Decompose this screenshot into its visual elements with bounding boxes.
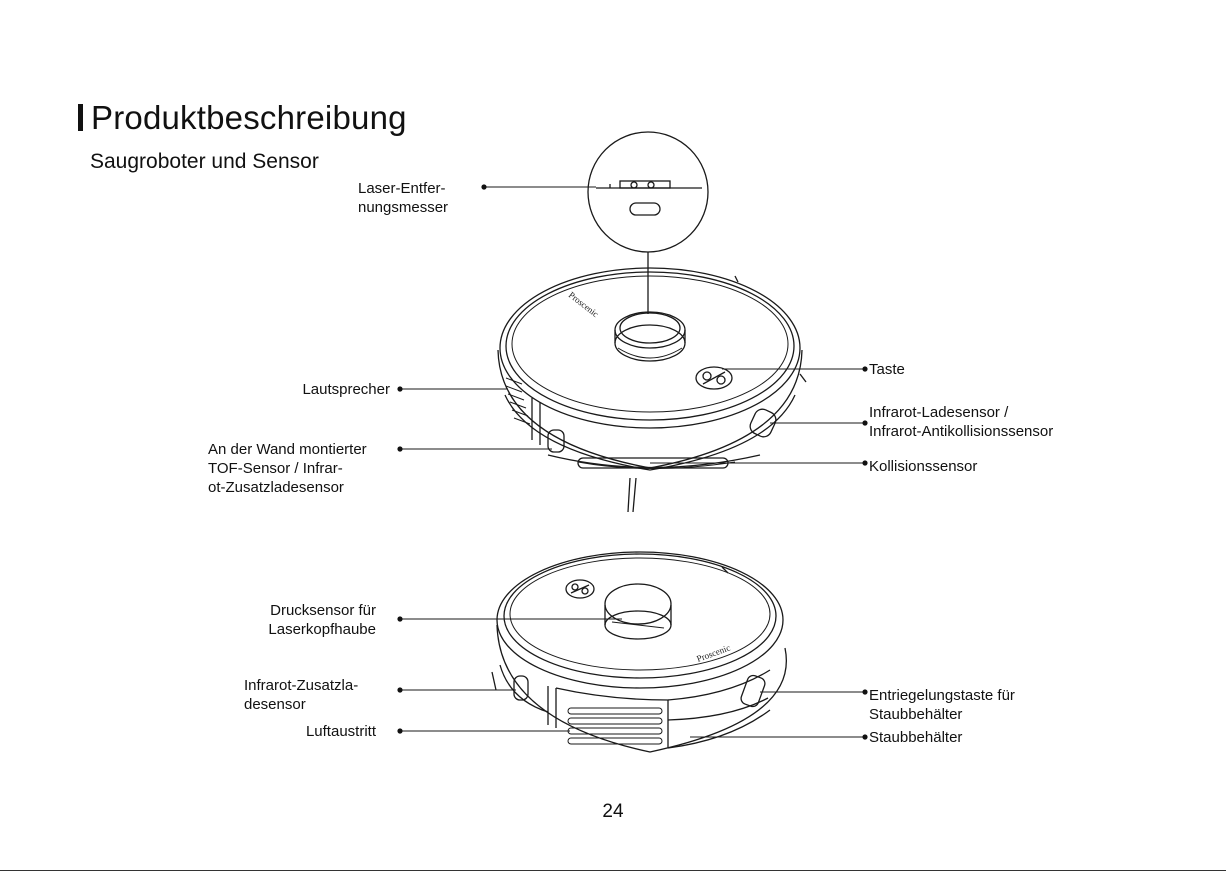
label-ir-sensor: Infrarot-Ladesensor / Infrarot-Antikollisionssensor <box>869 404 1054 440</box>
button-icon-rear <box>566 580 594 598</box>
leader-dots <box>397 184 867 739</box>
page-title: Produktbeschreibung <box>91 99 407 136</box>
air-outlet-grille <box>568 708 662 744</box>
label-speaker: Lautsprecher <box>302 381 390 398</box>
section-subtitle: Saugroboter und Sensor <box>90 150 319 173</box>
label-dustbin: Staubbehälter <box>869 729 963 746</box>
page-bottom-rule <box>0 870 1226 871</box>
label-bumper-sensor: Kollisionssensor <box>869 458 978 475</box>
brand-mark-top: Proscenic <box>566 289 601 320</box>
page-number: 24 <box>602 801 624 822</box>
robot-top-view <box>498 268 806 512</box>
label-dustbin-release: Entriegelungstaste für Staubbehälter <box>869 687 1015 723</box>
brand-mark-rear: Proscenic <box>695 642 732 664</box>
label-button: Taste <box>869 361 905 378</box>
label-ir-aux-sensor: Infrarot-Zusatzla- desensor <box>244 677 359 713</box>
button-icon <box>696 367 732 389</box>
robot-rear-view <box>492 552 786 752</box>
label-tof-sensor: An der Wand montierter TOF-Sensor / Infrar- ot-Zusatzladesensor <box>208 441 367 496</box>
laser-turret-rear <box>605 584 671 639</box>
speaker-grille <box>506 378 530 424</box>
label-pressure-sensor: Drucksensor für Laserkopfhaube <box>268 602 376 638</box>
laser-detail-magnifier <box>588 132 708 314</box>
laser-turret <box>615 312 685 361</box>
label-laser-rangefinder: Laser-Entfer- nungsmesser <box>358 180 449 216</box>
leader-lines <box>400 187 865 737</box>
label-air-outlet: Luftaustritt <box>305 723 376 740</box>
